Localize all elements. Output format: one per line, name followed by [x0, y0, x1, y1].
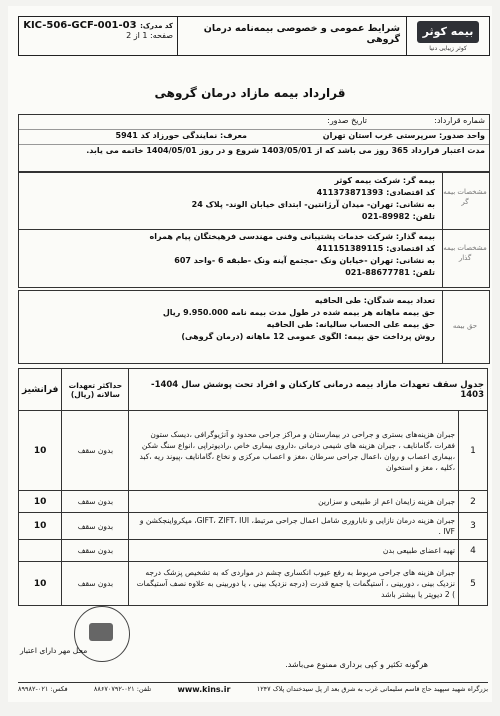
premium-terms [18, 290, 490, 364]
doc-code: KIC-506-GCF-001-03 [23, 20, 137, 31]
parties-section [18, 172, 490, 288]
page-value: 1 از 2 [126, 31, 148, 40]
coverage-table-title: جدول سقف تعهدات مازاد بیمه درمانی کارکنان و افراد تحت پوشش سال 1404-1403 [129, 369, 488, 411]
page-label: صفحه: [150, 31, 173, 40]
row-number: 1 [459, 411, 488, 491]
row-description: جبران هزینه های جراحی مربوط به رفع عیوب انکساری چشم در مواردی که به تشخیص پزشک درجه نزدیک بینی ، دوربینی ، آستیگمات یا جمع قدرت (درجه نزدیک بینی ، یا دوربینی به علاوه نصف آستیگمات ) 2 دیوپتر یا بیشتر باشد [129, 562, 459, 606]
footer-phone: تلفن: ۰۲۱-۸۸۶۷۰۷۹۲ [93, 685, 152, 693]
policyholder-side-label: مشخصات بیمه گذار [443, 244, 487, 262]
row-cap: بدون سقف [62, 491, 129, 513]
footer-fax: فکس: ۰۲۱-۸۹۹۸۲ [18, 685, 68, 693]
insured-count: تعداد بیمه شدگان: طی الحاقیه [314, 296, 435, 305]
insurer-phone: تلفن: 89982-021 [361, 212, 435, 221]
logo-tagline: کوثر زیبایی دنیا [429, 45, 467, 52]
row-cap: بدون سقف [62, 562, 129, 606]
row-number: 2 [459, 491, 488, 513]
row-cap: بدون سقف [62, 513, 129, 540]
page-title: قرارداد بیمه مازاد درمان گروهی [154, 86, 346, 100]
row-franchise: 10 [19, 411, 62, 491]
row-cap: بدون سقف [62, 540, 129, 562]
row-franchise: 10 [19, 562, 62, 606]
insurer-block [19, 175, 439, 223]
insurer-side-label: مشخصات بیمه گر [443, 188, 487, 206]
row-description: تهیه اعضای طبیعی بدن [129, 540, 459, 562]
row-number: 5 [459, 562, 488, 606]
policyholder-phone: تلفن: 88677781-021 [345, 268, 435, 277]
copy-notice: هرگونه تکثیر و کپی برداری ممنوع می‌باشد. [285, 660, 428, 669]
header-title: شرایط عمومی و خصوصی بیمه‌نامه درمان گروهی [177, 17, 406, 55]
insurer-name: بیمه گر: شرکت بیمه کوثر [334, 176, 435, 185]
policyholder-address: به نشانی: تهران -خیابان ونک -مجتمع آینه ونک -طبقه 6 -واحد 607 [174, 256, 435, 265]
row-franchise: 10 [19, 491, 62, 513]
row-franchise [19, 540, 62, 562]
row-description: جبران هزینه‌های بستری و جراحی در بیمارستان و مراکز جراحی محدود و آنژیوگرافی ،دیسک ستون فقرات ،گامانایف ، جبران هزینه های شیمی درمانی ،داروی بیماری خاص ،رادیوتراپی ،انواع سنگ شکن ،بیماری اعصاب و روان ،اعمال جراحی سرطان ،مغز و اعصاب مرکزی و نخاع ،گامانایف ،پیوند ریه ،کبد ،کلیه ، مغز و استخوان [129, 411, 459, 491]
policyholder-block [19, 231, 439, 279]
footer-website: www.kins.ir [177, 685, 231, 694]
table-row [19, 540, 488, 562]
logo [406, 17, 489, 55]
annual-premium: حق بیمه علی الحساب سالیانه: طی الحاقیه [266, 320, 435, 329]
doc-code-block [19, 17, 177, 55]
table-row [19, 491, 488, 513]
col-header-franchise: فرانشیز [19, 369, 62, 411]
col-header-cap: حداکثر تعهدات سالانه (ریال) [62, 369, 129, 411]
table-row [19, 562, 488, 606]
stamp-label: محل مهر دارای اعتبار [20, 646, 88, 655]
insurer-address: به نشانی: تهران- میدان آرژانتین- ابتدای خیابان الوند- پلاک 24 [191, 200, 435, 209]
table-row [19, 513, 488, 540]
document-page [8, 6, 492, 702]
insurer-econ-code: کد اقتصادی: 411373871393 [316, 188, 435, 197]
premium-side-label: حق بیمه [452, 322, 478, 330]
row-description: جبران هزینه درمان نازایی و ناباروری شامل اعمال جراحی مرتبط، GIFT، ZIFT، IUI، میکرواینجکشن و IVF . [129, 513, 459, 540]
coverage-table [18, 368, 488, 606]
issue-date: تاریخ صدور: [327, 116, 367, 125]
validity-period: مدت اعتبار قرارداد 365 روز می باشد که از 1403/05/01 شروع و در روز 1404/05/01 خاتمه می یابد. [86, 146, 485, 155]
introducer: معرف: نمایندگی حورزاد کد 5941 [115, 131, 247, 140]
doc-code-label: کد مدرک: [140, 22, 173, 30]
contract-info [18, 114, 490, 172]
page-footer [18, 682, 488, 694]
document-header [18, 16, 490, 56]
stamp-area [20, 606, 140, 662]
policyholder-econ-code: کد اقتصادی: 411151389115 [316, 244, 435, 253]
payment-method: روش پرداخت حق بیمه: الگوی عمومی 12 ماهانه (درمان گروهی) [181, 332, 435, 341]
footer-address: بزرگراه شهید سپهبد حاج قاسم سلیمانی غرب به شرق بعد از پل سیدخندان پلاک ۱۲۴۷ [256, 685, 488, 693]
row-cap: بدون سقف [62, 411, 129, 491]
issuer-unit: واحد صدور: سرپرستی غرب استان تهران [322, 131, 485, 140]
logo-mark: بیمه کوثر [417, 21, 479, 43]
row-description: جبران هزینه زایمان اعم از طبیعی و سزارین [129, 491, 459, 513]
policyholder-name: بیمه گذار: شرکت خدمات پشتیبانی وفنی مهندسی فرهیختگان پیام همراه [149, 232, 435, 241]
row-franchise: 10 [19, 513, 62, 540]
row-number: 4 [459, 540, 488, 562]
monthly-premium: حق بیمه ماهانه هر بیمه شده در طول مدت بیمه نامه 9.950.000 ریال [162, 308, 435, 317]
contract-number: شماره قرارداد: [434, 116, 485, 125]
row-number: 3 [459, 513, 488, 540]
table-row [19, 411, 488, 491]
